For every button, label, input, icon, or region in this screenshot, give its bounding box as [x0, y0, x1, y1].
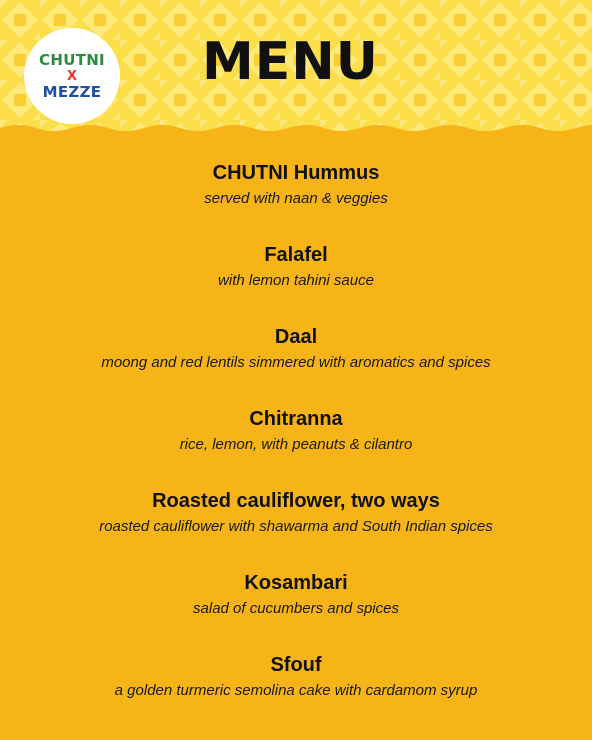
logo-line-x: X: [66, 68, 78, 84]
logo-line-chutni: CHUTNI: [39, 50, 105, 69]
menu-item-description: with lemon tahini sauce: [218, 272, 374, 289]
menu-item: [0, 408, 592, 490]
menu-item: [0, 244, 592, 326]
menu-item: [0, 572, 592, 654]
menu-item-description: rice, lemon, with peanuts & cilantro: [179, 436, 413, 453]
menu-item-name: Sfouf: [270, 654, 322, 676]
menu-item: [0, 654, 592, 736]
menu-list: [0, 162, 592, 736]
menu-item-name: Chitranna: [249, 408, 343, 430]
logo-line-mezze: MEZZE: [42, 82, 102, 101]
menu-item-name: Kosambari: [244, 572, 348, 594]
logo: [24, 28, 120, 124]
menu-item-name: CHUTNI Hummus: [212, 162, 380, 184]
page-title: MENU: [202, 32, 380, 92]
menu-item: [0, 162, 592, 244]
menu-item-description: a golden turmeric semolina cake with cardamom syrup: [114, 682, 478, 699]
menu-item-name: Roasted cauliflower, two ways: [152, 490, 440, 512]
menu-item-description: served with naan & veggies: [204, 190, 388, 207]
menu-item-description: roasted cauliflower with shawarma and South Indian spices: [99, 518, 493, 535]
menu-item: [0, 326, 592, 408]
menu-item-description: moong and red lentils simmered with aromatics and spices: [101, 354, 491, 371]
patterned-header: [0, 0, 592, 140]
menu-item-name: Falafel: [264, 244, 328, 266]
menu-item-description: salad of cucumbers and spices: [193, 600, 399, 617]
menu-item: [0, 490, 592, 572]
menu-item-name: Daal: [274, 326, 318, 348]
